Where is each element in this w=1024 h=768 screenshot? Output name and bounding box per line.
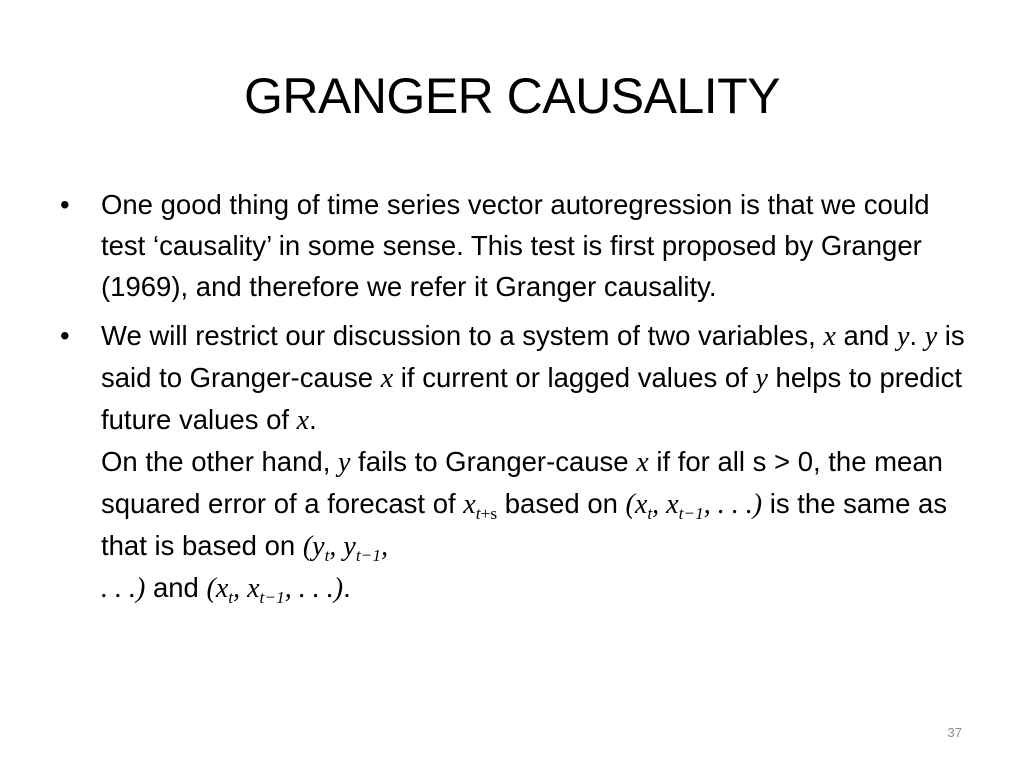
paren: ) [333,573,344,604]
bullet-text: One good thing of time series vector autoregression is that we could test ‘causality’ in some sense. This test is first proposed by Granger (1969), and therefore we refer it Granger causality. [101,189,930,302]
math-subscript: t [228,588,234,608]
math-y: y [343,531,356,562]
math-x: x [634,489,648,520]
comma: , [329,531,344,562]
text-run: . [343,572,351,603]
sub-t: t [475,504,481,524]
text-run: if for all s > 0, the mean squared error of a forecast of [101,446,943,519]
math-x: x [296,405,310,436]
text-run: and [145,572,207,603]
dots: . . . [101,573,136,604]
bullet-text [101,320,965,608]
comma: , [381,531,389,562]
text-run: On the other hand, [101,446,338,477]
sub-s: s [490,504,498,524]
math-y: y [337,447,351,478]
math-x: x [463,489,476,520]
slide-title: GRANGER CAUSALITY [243,68,781,124]
paren: ( [302,531,313,562]
page-number: 37 [947,725,962,740]
comma: , [233,573,248,604]
text-run: is the same as that is based on [101,488,948,561]
math-subscript [476,504,497,523]
math-y: y [896,321,910,352]
bullet-marker: • [60,320,70,351]
text-run: is said to Granger-cause [101,320,965,393]
comma: , [284,573,299,604]
math-y: y [312,531,325,562]
text-run: . [909,320,918,351]
comma: , [652,489,667,520]
bullet-item-2 [60,315,970,609]
math-subscript: t−1 [678,504,704,524]
text-run: if current or lagged values of [393,362,756,393]
math-x: x [247,573,260,604]
math-subscript: t−1 [259,588,285,608]
paren: ( [206,573,216,604]
math-x-t-plus-s [463,489,498,524]
text-run: We will restrict our discussion to a system of two variables, [101,320,824,351]
text-run: and [835,320,897,351]
comma: , [703,489,718,520]
math-tuple-x [206,573,344,608]
math-x: x [823,321,836,352]
dots: . . . [717,489,753,520]
paren: ( [625,489,635,520]
math-subscript: t−1 [355,546,382,566]
sub-plus: + [480,504,491,524]
text-run: based on [497,488,626,519]
text-run: . [309,404,317,435]
paren: ) [752,489,763,520]
math-tuple-x [625,489,763,524]
text-run: helps to predict future values of [101,362,963,435]
bullet-item-1 [60,184,970,307]
bullet-list [60,184,970,617]
paren: ) [136,573,146,604]
text-run [917,320,925,351]
math-x: x [380,363,394,394]
text-run: fails to Granger-cause [350,446,637,477]
bullet-marker: • [60,189,70,220]
dots: . . . [298,573,334,604]
math-subscript: t [324,546,330,566]
math-subscript: t [647,504,653,524]
math-y: y [924,321,938,352]
math-x: x [636,447,649,478]
math-x: x [215,573,229,604]
math-x: x [666,489,679,520]
math-y: y [755,363,768,394]
